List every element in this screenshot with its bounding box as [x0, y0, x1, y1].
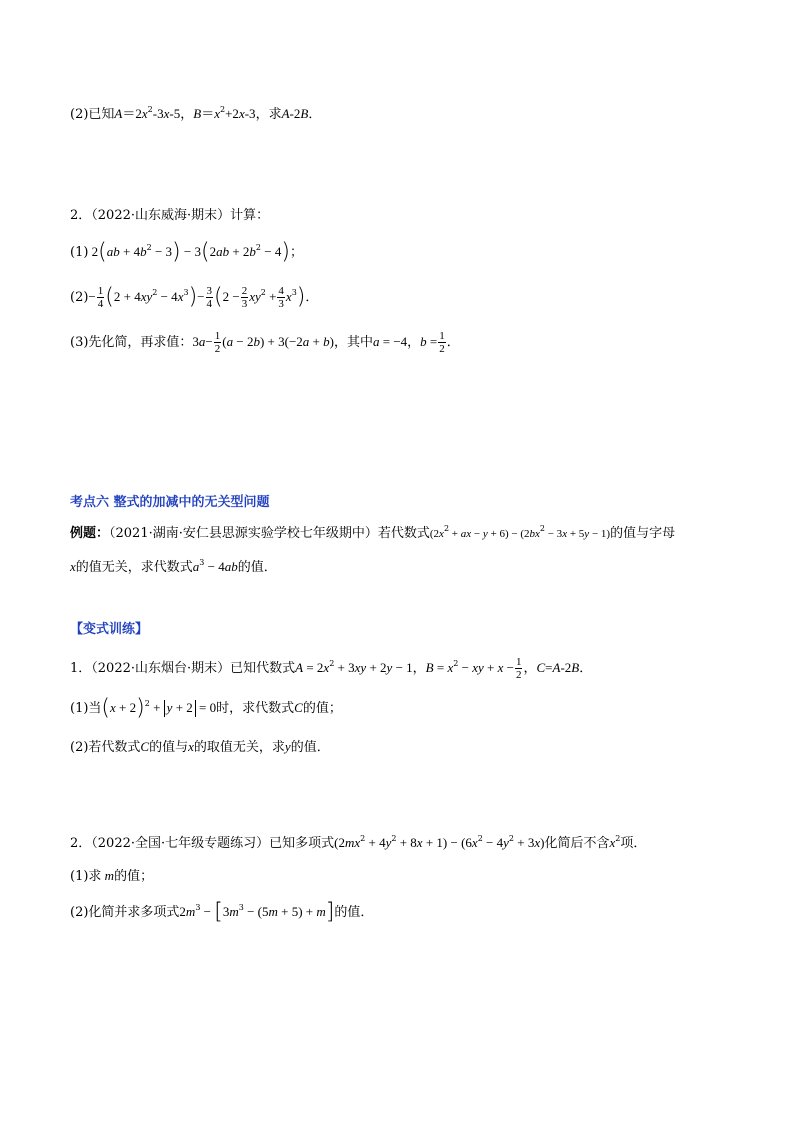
variant-2-part-1: (1)求 m的值； — [70, 868, 154, 884]
example-label: 例题： — [70, 526, 110, 541]
end-mark: 项． — [620, 836, 647, 851]
formula-B: B — [193, 106, 202, 121]
end-mark: ； — [289, 245, 303, 260]
section-title — [70, 493, 270, 513]
variant-1-heading: 1．（2022·山东烟台·期末）已知代数式$A = 2x^2 + 3xy + 2y - 1$，$B = x^2$ − xy + x − $\frac{1}{2}$ ，C=A-2B． — [70, 656, 593, 681]
variant-1-part-1: (1)当$(x + 2)^2 + y + 2 = 0$时，求代数式C的值； — [70, 695, 342, 721]
condition-text: ，其中 — [333, 335, 373, 350]
variant-title — [70, 620, 148, 640]
text: 的取值无关，求 — [193, 740, 285, 755]
sep: ， — [180, 107, 194, 122]
heading-text: 2．（2022·山东威海·期末）计算： — [70, 208, 270, 223]
sep: ， — [412, 661, 426, 676]
end-mark: ． — [308, 107, 322, 122]
text: 的值与 — [149, 740, 189, 755]
end-mark: 的值． — [290, 740, 330, 755]
section-title-text: 考点六 整式的加减中的无关型问题 — [70, 495, 270, 510]
ask: ，求 — [255, 107, 282, 122]
heading-text: 2．（2022·全国·七年级专题练习）已知多项式 — [70, 836, 335, 851]
part-label: (2)化简并求多项式 — [70, 905, 180, 920]
problem-2-heading — [70, 206, 269, 226]
example-source: （2021·湖南·安仁县思源实验学校七年级期中）若代数式 — [109, 526, 430, 541]
end-mark: 的值； — [114, 869, 154, 884]
sep: ， — [523, 661, 537, 676]
end-mark: ． — [579, 661, 593, 676]
part-label: (1) — [70, 245, 89, 260]
text: 化简后不含 — [544, 836, 610, 851]
part-label: (2)已知 — [70, 107, 115, 122]
part-label: (2) — [70, 290, 89, 305]
part-label: (3)先化简，再求值： — [70, 335, 193, 350]
variant-2-part-2: (2)化简并求多项式$2m^3 - [3m^3 - (5m + 5) + m]$的值． — [70, 899, 374, 925]
problem-2-part-3: (3)先化简，再求值：3a− $\frac{1}{2}$ (a − 2b) + 3(−2a + b)，其中a = −4，b = $\frac{1}{2}$ ． — [70, 330, 460, 355]
variant-title-text: 【变式训练】 — [70, 622, 149, 637]
end-mark: 的值； — [302, 701, 342, 716]
problem-2-part-1: (1) $2(ab + 4b^2 - 3) - 3(2ab + 2b^2 - 4)$； — [70, 239, 303, 265]
heading-text: 1．（2022·山东烟台·期末）已知代数式 — [70, 661, 296, 676]
example-tail: 的值与字母 — [610, 526, 676, 541]
example-end: 的值． — [237, 560, 277, 575]
end-mark: 的值． — [334, 905, 374, 920]
part-label: (1)当 — [70, 701, 102, 716]
condition-text: 时，求代数式 — [216, 701, 295, 716]
formula-A: A — [114, 106, 123, 121]
problem-1-part-2: (2)已知$A=2x^2-3x-5$，$B=x^2+2x-3$，求A-2B． — [70, 105, 322, 122]
end-mark: ． — [446, 335, 460, 350]
example-ask: 的值无关，求代数式 — [75, 560, 193, 575]
variant-1-part-2: (2)若代数式C的值与x的取值无关，求y的值． — [70, 739, 330, 755]
sep: ， — [407, 335, 421, 350]
variant-2-heading: 2．（2022·全国·七年级专题练习）已知多项式$(2mx^2 + 4y^2 + 8x + 1) - (6x^2 - 4y^2 + 3x)$化简后不含$x^2$项． — [70, 834, 647, 851]
part-label: (2)若代数式 — [70, 740, 141, 755]
end-mark: ． — [305, 290, 319, 305]
problem-2-part-2: (2)− $\frac{1}{4}$ $(2 + 4xy^2 - 4x^3)-$ $\frac{3}{4}$ (2 − $\frac{2}{3}$ $xy^2$ + $\frac{4}{3}$ $x^3$)． — [70, 284, 319, 310]
example-line-1: 例题：（2021·湖南·安仁县思源实验学校七年级期中）若代数式($2x^2$ + ax − $y + 6) - (2bx^2 - 3x + 5y - 1)$的值与字母 — [70, 524, 676, 541]
example-line-2: x的值无关，求代数式$a^3 - 4ab$的值． — [70, 558, 277, 575]
part-label: (1)求 — [70, 869, 102, 884]
